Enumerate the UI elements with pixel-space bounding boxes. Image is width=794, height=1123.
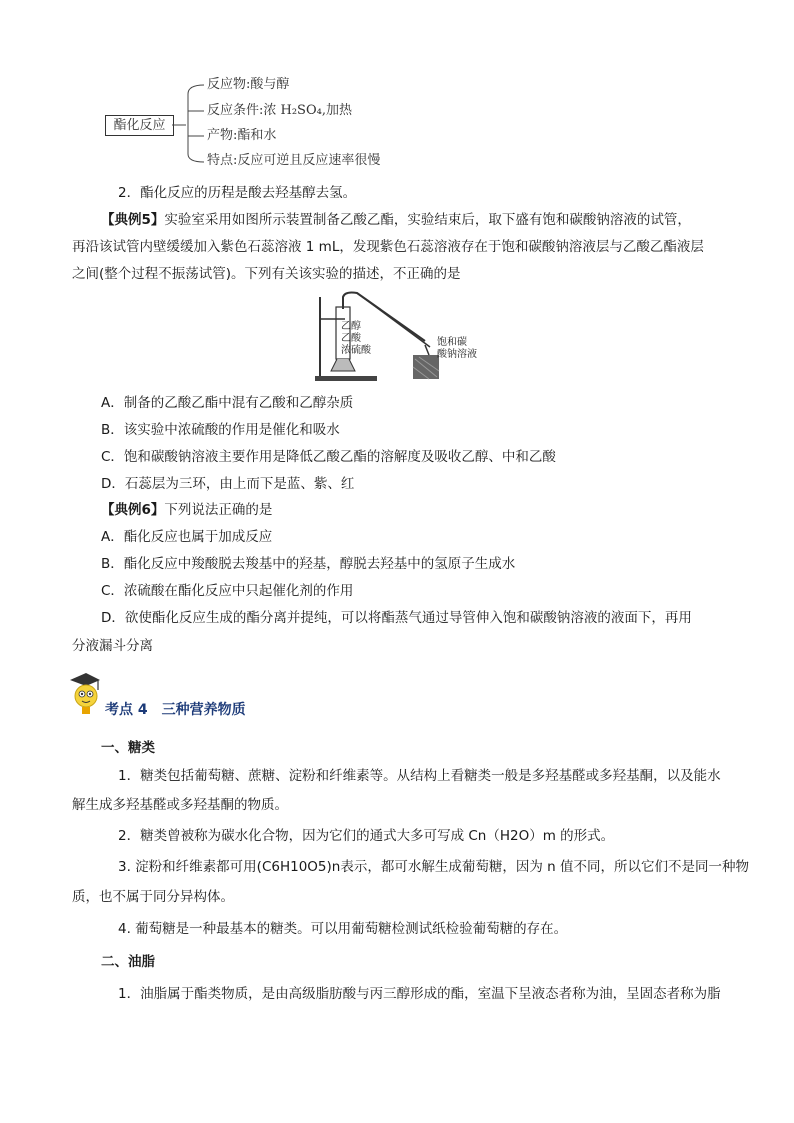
example5-option-d: D．石蕊层为三环，由上而下是蓝、紫、红	[101, 476, 355, 492]
figure-label-sat-carbonate-2: 酸钠溶液	[437, 349, 477, 360]
example6-option-d-cont: 分液漏斗分离	[72, 638, 153, 654]
example5-option-b: B．该实验中浓硫酸的作用是催化和吸水	[101, 422, 340, 438]
tree-root-box: 酯化反应	[105, 115, 174, 136]
example6-text: 下列说法正确的是	[164, 502, 273, 518]
figure-label-acetic-acid: 乙酸	[341, 333, 361, 344]
sugars-p3b: 质，也不属于同分异构体。	[72, 889, 234, 905]
example5-line2: 再沿该试管内壁缓缓加入紫色石蕊溶液 1 mL，发现紫色石蕊溶液存在于饱和碳酸钠溶液层与乙酸乙酯液层	[72, 239, 704, 255]
example6-option-a: A．酯化反应也属于加成反应	[101, 529, 273, 545]
sugars-p3a: 3. 淀粉和纤维素都可用(C6H10O5)n表示，都可水解生成葡萄糖，因为 n 值不同，所以它们不是同一种物	[118, 859, 749, 875]
heading-fats: 二、油脂	[101, 954, 155, 970]
tree-item-products: 产物:酯和水	[207, 128, 277, 143]
sugars-p2: 2．糖类曾被称为碳水化合物，因为它们的通式大多可写成 Cn（H2O）m 的形式。	[118, 828, 615, 844]
section-number: 考点 4	[105, 702, 148, 718]
figure-label-ethanol: 乙醇	[341, 321, 361, 332]
example5-line3: 之间(整个过程不振荡试管)。下列有关该实验的描述，不正确的是	[72, 266, 461, 282]
mascot-graduate-icon	[66, 670, 102, 716]
sugars-p1b: 解生成多羟基醛或多羟基酮的物质。	[72, 797, 288, 813]
tree-brace	[172, 74, 212, 166]
example6-option-b: B．酯化反应中羧酸脱去羧基中的羟基，醇脱去羟基中的氢原子生成水	[101, 556, 516, 572]
figure-label-right	[437, 337, 477, 361]
heading-sugars: 一、糖类	[101, 740, 155, 756]
tree-item-conditions: 反应条件:浓 H₂SO₄,加热	[207, 103, 352, 118]
example5-option-c: C．饱和碳酸钠溶液主要作用是降低乙酸乙酯的溶解度及吸收乙醇、中和乙酸	[101, 449, 556, 465]
example6-tag: 【典例6】	[101, 502, 165, 518]
example5-text1: 实验室采用如图所示装置制备乙酸乙酯，实验结束后，取下盛有饱和碳酸钠溶液的试管，	[164, 212, 691, 228]
example5-tag: 【典例5】	[101, 212, 165, 228]
tree-item-features: 特点:反应可逆且反应速率很慢	[207, 153, 381, 168]
example5-option-a: A．制备的乙酸乙酯中混有乙酸和乙醇杂质	[101, 395, 354, 411]
fats-p1: 1．油脂属于酯类物质，是由高级脂肪酸与丙三醇形成的酯，室温下呈液态者称为油，呈固态者称为脂	[118, 986, 721, 1002]
section-title-text: 三种营养物质	[161, 702, 246, 718]
example6-option-c: C．浓硫酸在酯化反应中只起催化剂的作用	[101, 583, 354, 599]
figure-label-left	[341, 321, 371, 357]
figure-label-sat-carbonate-1: 饱和碳	[437, 337, 467, 348]
figure-label-sulfuric-acid: 浓硫酸	[341, 345, 371, 356]
example5-line1	[101, 210, 691, 230]
example6-option-d: D．欲使酯化反应生成的酯分离并提纯，可以将酯蒸气通过导管伸入饱和碳酸钠溶液的液面下，再用	[101, 610, 692, 626]
section-heading	[105, 699, 260, 719]
tree-item-reactants: 反应物:酸与醇	[207, 77, 290, 92]
example6-stem	[101, 500, 272, 520]
apparatus-figure	[305, 289, 495, 385]
paragraph-mechanism: 2．酯化反应的历程是酸去羟基醇去氢。	[118, 185, 357, 201]
sugars-p4: 4. 葡萄糖是一种最基本的糖类。可以用葡萄糖检测试纸检验葡萄糖的存在。	[118, 921, 568, 937]
sugars-p1a: 1．糖类包括葡萄糖、蔗糖、淀粉和纤维素等。从结构上看糖类一般是多羟基醛或多羟基酮，以及能水	[118, 768, 721, 784]
